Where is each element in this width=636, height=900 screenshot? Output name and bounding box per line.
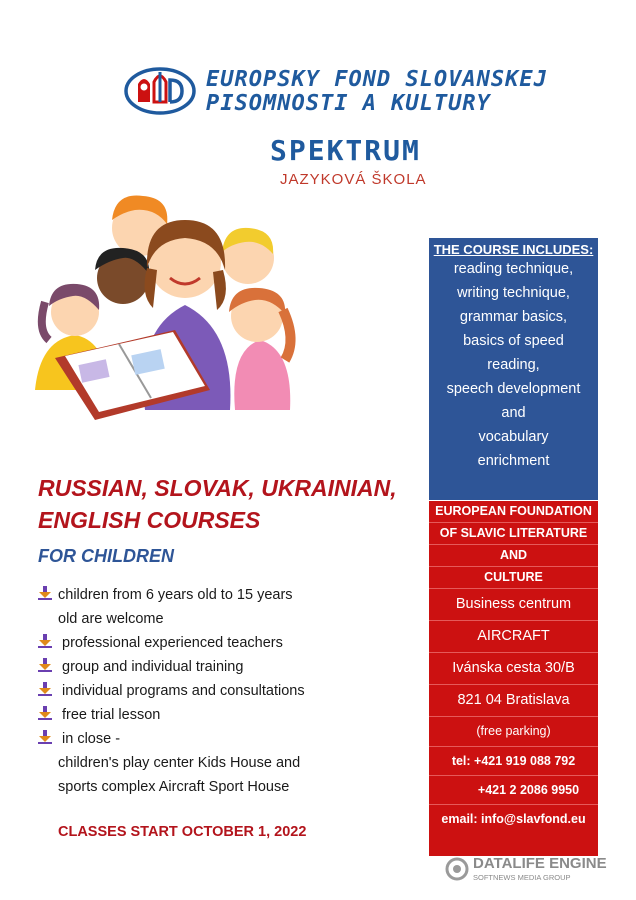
course-item: grammar basics, bbox=[459, 309, 568, 325]
bullet-text: children from 6 years old to 15 years bbox=[58, 587, 293, 603]
watermark-subtitle: SOFTNEWS MEDIA GROUP bbox=[473, 873, 571, 882]
foundation-logo-emblem bbox=[124, 66, 196, 116]
arrow-down-icon bbox=[38, 682, 58, 696]
course-item: vocabulary bbox=[478, 429, 549, 445]
bullet-text: in close - bbox=[62, 731, 121, 747]
course-item: writing technique, bbox=[457, 285, 570, 301]
foundation-name-line: EUROPEAN FOUNDATION bbox=[429, 501, 598, 523]
watermark-logo-icon bbox=[445, 857, 469, 881]
course-item: enrichment bbox=[477, 453, 550, 469]
course-item: speech development bbox=[446, 381, 581, 397]
course-item: and bbox=[501, 405, 526, 421]
email: email: info@slavfond.eu bbox=[441, 812, 586, 826]
list-item bbox=[38, 655, 418, 679]
foundation-name-line: AND bbox=[429, 545, 598, 567]
classes-start-date: CLASSES START OCTOBER 1, 2022 bbox=[58, 824, 307, 840]
bullet-text: individual programs and consultations bbox=[62, 683, 305, 699]
phone-1: tel: +421 919 088 792 bbox=[429, 747, 598, 776]
bullet-text: free trial lesson bbox=[62, 707, 161, 723]
school-subtitle: JAZYKOVÁ ŠKOLA bbox=[280, 171, 427, 188]
list-item bbox=[38, 727, 418, 751]
list-item bbox=[38, 631, 418, 655]
list-item bbox=[38, 775, 418, 799]
arrow-down-icon bbox=[38, 634, 58, 648]
arrow-down-icon bbox=[38, 706, 58, 720]
org-name bbox=[206, 67, 548, 116]
course-includes-heading: THE COURSE INCLUDES: bbox=[433, 242, 594, 257]
arrow-down-icon bbox=[38, 730, 58, 744]
arrow-down-icon bbox=[38, 586, 58, 600]
course-item: reading, bbox=[487, 357, 540, 373]
list-item bbox=[38, 751, 418, 775]
feature-list bbox=[38, 583, 418, 799]
bullet-text: sports complex Aircraft Sport House bbox=[58, 779, 290, 795]
list-item bbox=[38, 703, 418, 727]
venue-line: Ivánska cesta 30/B bbox=[429, 653, 598, 685]
courses-title-line1: RUSSIAN, SLOVAK, UKRAINIAN, bbox=[38, 475, 397, 501]
phone-2: +421 2 2086 9950 bbox=[429, 776, 598, 805]
venue-line: AIRCRAFT bbox=[429, 621, 598, 653]
course-item: reading technique, bbox=[453, 261, 574, 277]
courses-title-line2: ENGLISH COURSES bbox=[38, 507, 261, 533]
list-item bbox=[38, 607, 418, 631]
brand-title: SPEKTRUM bbox=[270, 134, 421, 167]
venue-line: 821 04 Bratislava bbox=[429, 685, 598, 717]
foundation-name-line: CULTURE bbox=[429, 567, 598, 589]
org-name-line2: PISOMNOSTI A KULTURY bbox=[206, 91, 491, 116]
course-includes-box bbox=[429, 238, 598, 500]
foundation-name-line: OF SLAVIC LITERATURE bbox=[429, 523, 598, 545]
bullet-text: professional experienced teachers bbox=[62, 635, 283, 651]
foundation-contact-box bbox=[429, 501, 598, 856]
courses-subtitle: FOR CHILDREN bbox=[38, 546, 174, 566]
bullet-text: children's play center Kids House and bbox=[58, 755, 301, 771]
bullet-text: group and individual training bbox=[62, 659, 244, 675]
arrow-down-icon bbox=[38, 658, 58, 672]
bullet-text: old are welcome bbox=[58, 611, 164, 627]
course-item: basics of speed bbox=[463, 333, 564, 349]
courses-title bbox=[38, 472, 397, 536]
list-item bbox=[38, 679, 418, 703]
children-reading-illustration bbox=[35, 190, 320, 430]
org-name-line1: EUROPSKY FOND SLOVANSKEJ bbox=[206, 67, 548, 92]
venue-line: Business centrum bbox=[429, 589, 598, 621]
list-item bbox=[38, 583, 418, 607]
parking-note: (free parking) bbox=[429, 717, 598, 747]
watermark-title: DATALIFE ENGINE bbox=[473, 855, 607, 872]
